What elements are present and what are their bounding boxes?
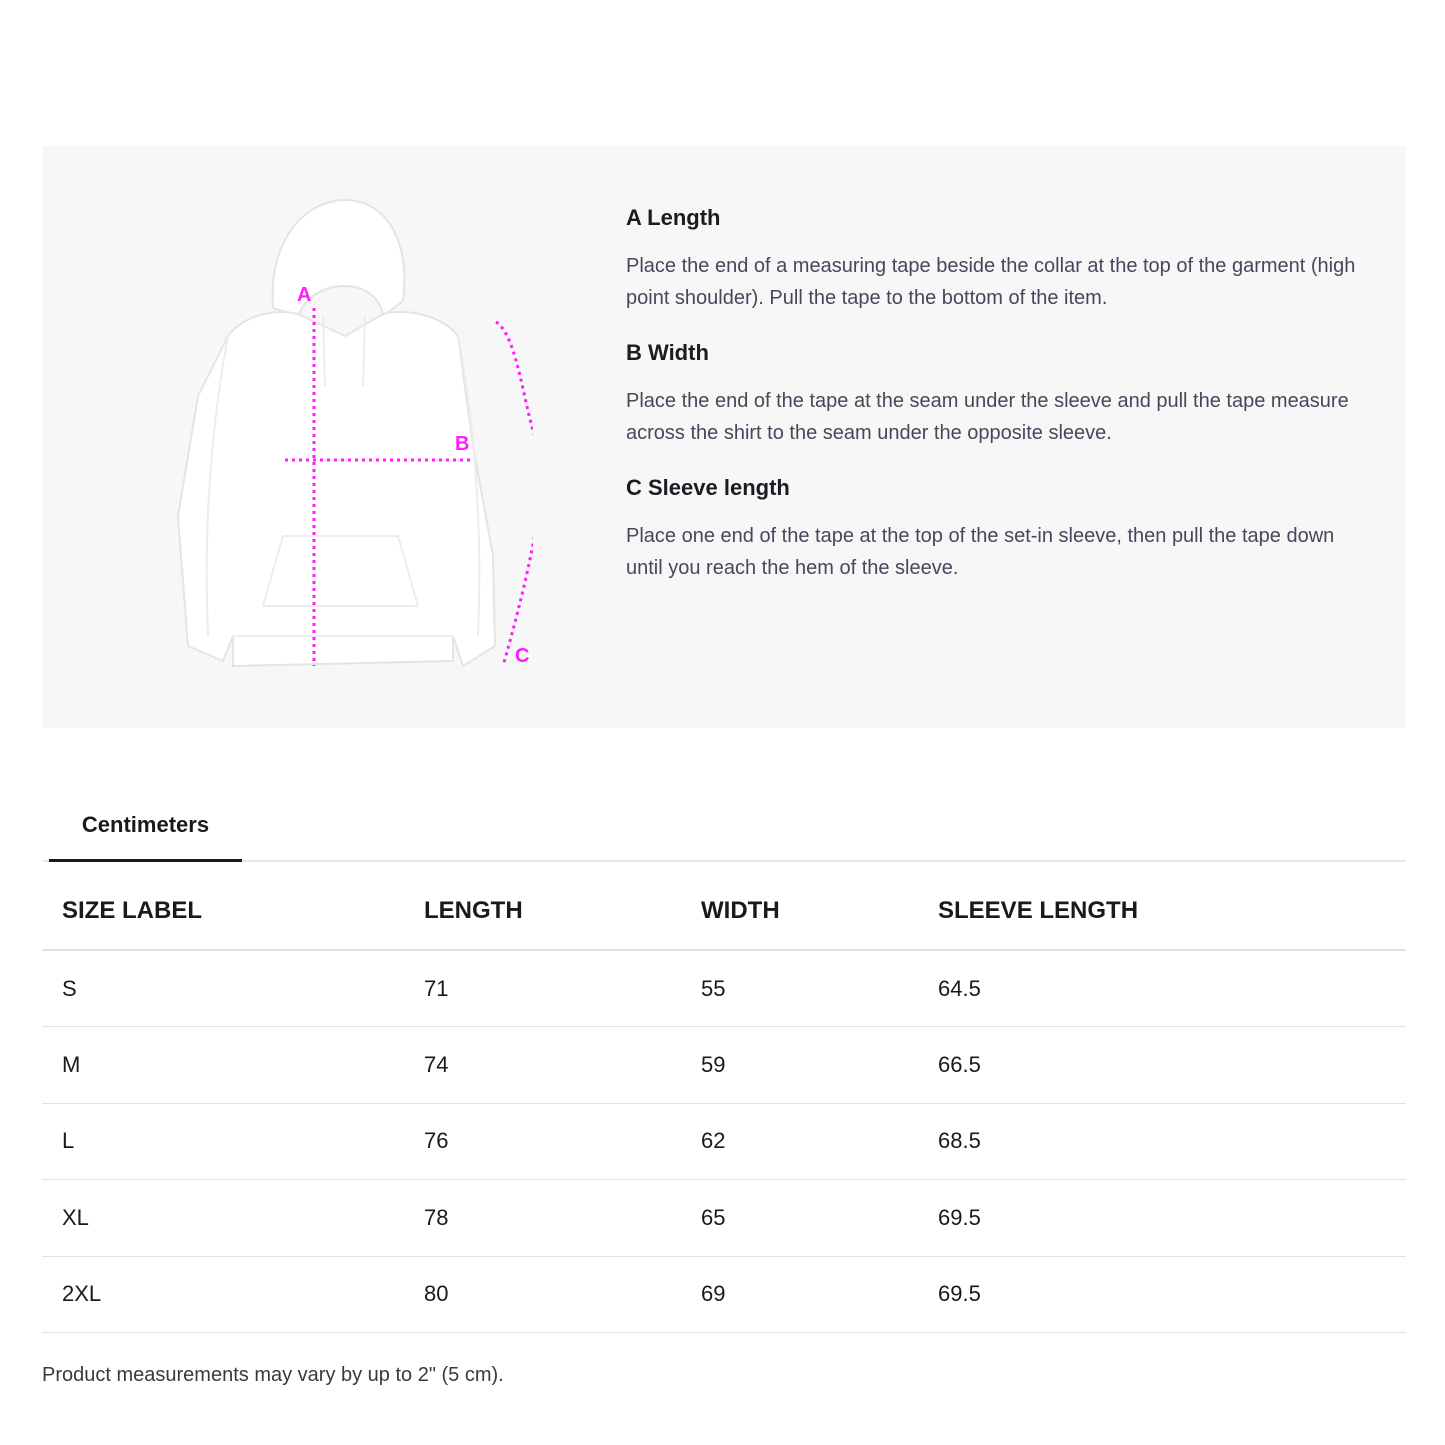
cell-size: 2XL xyxy=(42,1256,404,1333)
table-row xyxy=(42,1027,1406,1104)
cell-sleeve-length: 66.5 xyxy=(918,1027,1406,1104)
sleeve-measure-line xyxy=(496,322,533,666)
cell-width: 65 xyxy=(681,1180,918,1257)
instruction-title: A Length xyxy=(626,205,721,230)
instruction-length xyxy=(626,204,1366,314)
instruction-title: C Sleeve length xyxy=(626,475,790,500)
cell-length: 78 xyxy=(404,1180,681,1257)
instruction-title: B Width xyxy=(626,340,709,365)
cell-width: 62 xyxy=(681,1103,918,1180)
cell-length: 76 xyxy=(404,1103,681,1180)
cell-width: 69 xyxy=(681,1256,918,1333)
cell-width: 55 xyxy=(681,950,918,1027)
cell-sleeve-length: 64.5 xyxy=(918,950,1406,1027)
cell-size: L xyxy=(42,1103,404,1180)
hoodie-illustration xyxy=(173,196,533,676)
header-sleeve-length: SLEEVE LENGTH xyxy=(918,872,1406,950)
cell-length: 80 xyxy=(404,1256,681,1333)
cell-sleeve-length: 68.5 xyxy=(918,1103,1406,1180)
cell-length: 71 xyxy=(404,950,681,1027)
table-row xyxy=(42,1180,1406,1257)
size-chart-table xyxy=(42,872,1406,1333)
marker-a: A xyxy=(297,284,312,306)
table-header-row xyxy=(42,872,1406,950)
cell-size: M xyxy=(42,1027,404,1104)
instruction-text: Place the end of a measuring tape beside the collar at the top of the garment (high point shoulder). Pull the tape to the bottom of the item. xyxy=(626,255,1356,309)
cell-sleeve-length: 69.5 xyxy=(918,1180,1406,1257)
table-row xyxy=(42,950,1406,1027)
tab-centimeters[interactable]: Centimeters xyxy=(49,790,242,862)
cell-size: S xyxy=(42,950,404,1027)
header-width: WIDTH xyxy=(681,872,918,950)
cell-sleeve-length: 69.5 xyxy=(918,1256,1406,1333)
instruction-width xyxy=(626,339,1366,449)
marker-b: B xyxy=(455,433,470,455)
table-row xyxy=(42,1256,1406,1333)
instruction-sleeve-length xyxy=(626,474,1366,584)
table-row xyxy=(42,1103,1406,1180)
header-length: LENGTH xyxy=(404,872,681,950)
measurement-instructions xyxy=(626,204,1366,609)
unit-tab-bar xyxy=(43,790,1406,862)
measurement-guide-panel xyxy=(43,146,1406,728)
cell-width: 59 xyxy=(681,1027,918,1104)
measurement-disclaimer: Product measurements may vary by up to 2" (5 cm). xyxy=(42,1364,504,1386)
cell-length: 74 xyxy=(404,1027,681,1104)
cell-size: XL xyxy=(42,1180,404,1257)
header-size-label: SIZE LABEL xyxy=(42,872,404,950)
marker-c: C xyxy=(515,645,530,667)
instruction-text: Place one end of the tape at the top of the set-in sleeve, then pull the tape down until you reach the hem of the sleeve. xyxy=(626,525,1335,579)
instruction-text: Place the end of the tape at the seam under the sleeve and pull the tape measure across the shirt to the seam under the opposite sleeve. xyxy=(626,390,1349,444)
